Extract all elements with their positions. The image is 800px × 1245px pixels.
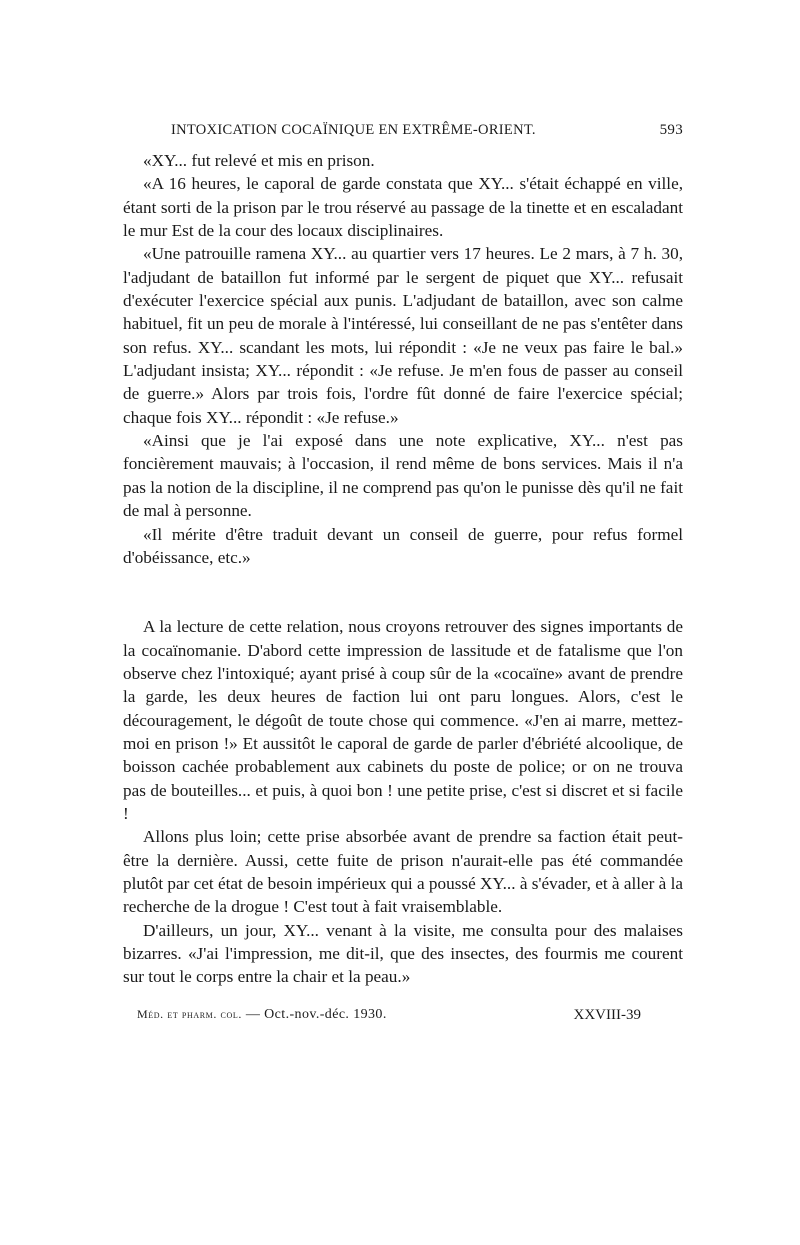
paragraph: «Une patrouille ramena XY... au quartier vers 17 heures. Le 2 mars, à 7 h. 30, l'adjudant de bataillon fut informé par le sergent de piquet que XY... refusait d'exécuter l'exercice spécial aux punis. L'adjudant de bataillon, avec son calme habituel, fit un peu de morale à l'intéressé, lui conseillant de ne pas s'entêter dans son refus. XY... scandant les mots, lui répondit : «Je ne veux pas faire le bal.» L'adjudant insista; XY... répondit : «Je refuse. Je m'en fous de passer au conseil de guerre.» Alors par trois fois, l'ordre fût donné de faire l'exercice spécial; chaque fois XY... répondit : «Je refuse.» [123, 244, 683, 427]
journal-name: Méd. et pharm. col. [137, 1006, 242, 1021]
paragraph: «Il mérite d'être traduit devant un conseil de guerre, pour refus formel d'obéissance, etc.» [123, 524, 683, 567]
paragraph: «Ainsi que je l'ai exposé dans une note explicative, XY... n'est pas foncièrement mauvais; à l'occasion, il rend même de bons services. Mais il n'a pas la notion de la discipline, il ne comprend pas qu'on le punisse dès qu'il ne fait de mal à personne. [123, 431, 683, 521]
paragraph: D'ailleurs, un jour, XY... venant à la visite, me consulta pour des malaises bizarres. «J'ai l'impression, me dit-il, que des insectes, des fourmis me courent sur tout le corps entre la chair et la peau.» [123, 920, 683, 987]
page-footer [123, 1007, 683, 1031]
paragraph: Allons plus loin; cette prise absorbée avant de prendre sa faction était peut-être la dernière. Aussi, cette fuite de prison n'aurait-elle pas été commandée plutôt par cet état de besoin impérieux qui a poussé XY... à s'évader, et à aller à la recherche de la drogue ! C'est tout à fait vraisemblable. [123, 827, 684, 917]
printer-signature: XXVIII-39 [573, 1006, 641, 1023]
journal-reference [137, 1007, 387, 1023]
paragraph: «XY... fut relevé et mis en prison. [143, 151, 375, 170]
page-number: 593 [659, 122, 683, 138]
running-title: INTOXICATION COCAÏNIQUE EN EXTRÊME-ORIENT. [171, 122, 536, 138]
author-commentary [123, 615, 683, 989]
document-page [123, 118, 683, 1031]
quoted-report [123, 149, 683, 569]
issue-date: — Oct.-nov.-déc. 1930. [245, 1006, 387, 1022]
paragraph: «A 16 heures, le caporal de garde constata que XY... s'était échappé en ville, étant sorti de la prison par le trou réservé au passage de la tinette et en escaladant le mur Est de la cour des locaux disciplinaires. [123, 174, 683, 241]
running-header [123, 118, 683, 146]
paragraph: A la lecture de cette relation, nous croyons retrouver des signes importants de la cocaïnomanie. D'abord cette impression de lassitude et de fatalisme que l'on observe chez l'intoxiqué; ayant prisé à coup sûr de la «cocaïne» avant de prendre la garde, les deux heures de faction lui ont paru longues. Alors, c'est le découragement, le dégoût de toute chose qui commence. «J'en ai marre, mettez-moi en prison !» Et aussitôt le caporal de garde de parler d'ébriété alcoolique, de boisson cachée probablement aux cabinets du poste de police; or on ne trouva pas de bouteilles... et puis, à quoi bon ! une petite prise, c'est si discret et si facile ! [123, 617, 683, 823]
